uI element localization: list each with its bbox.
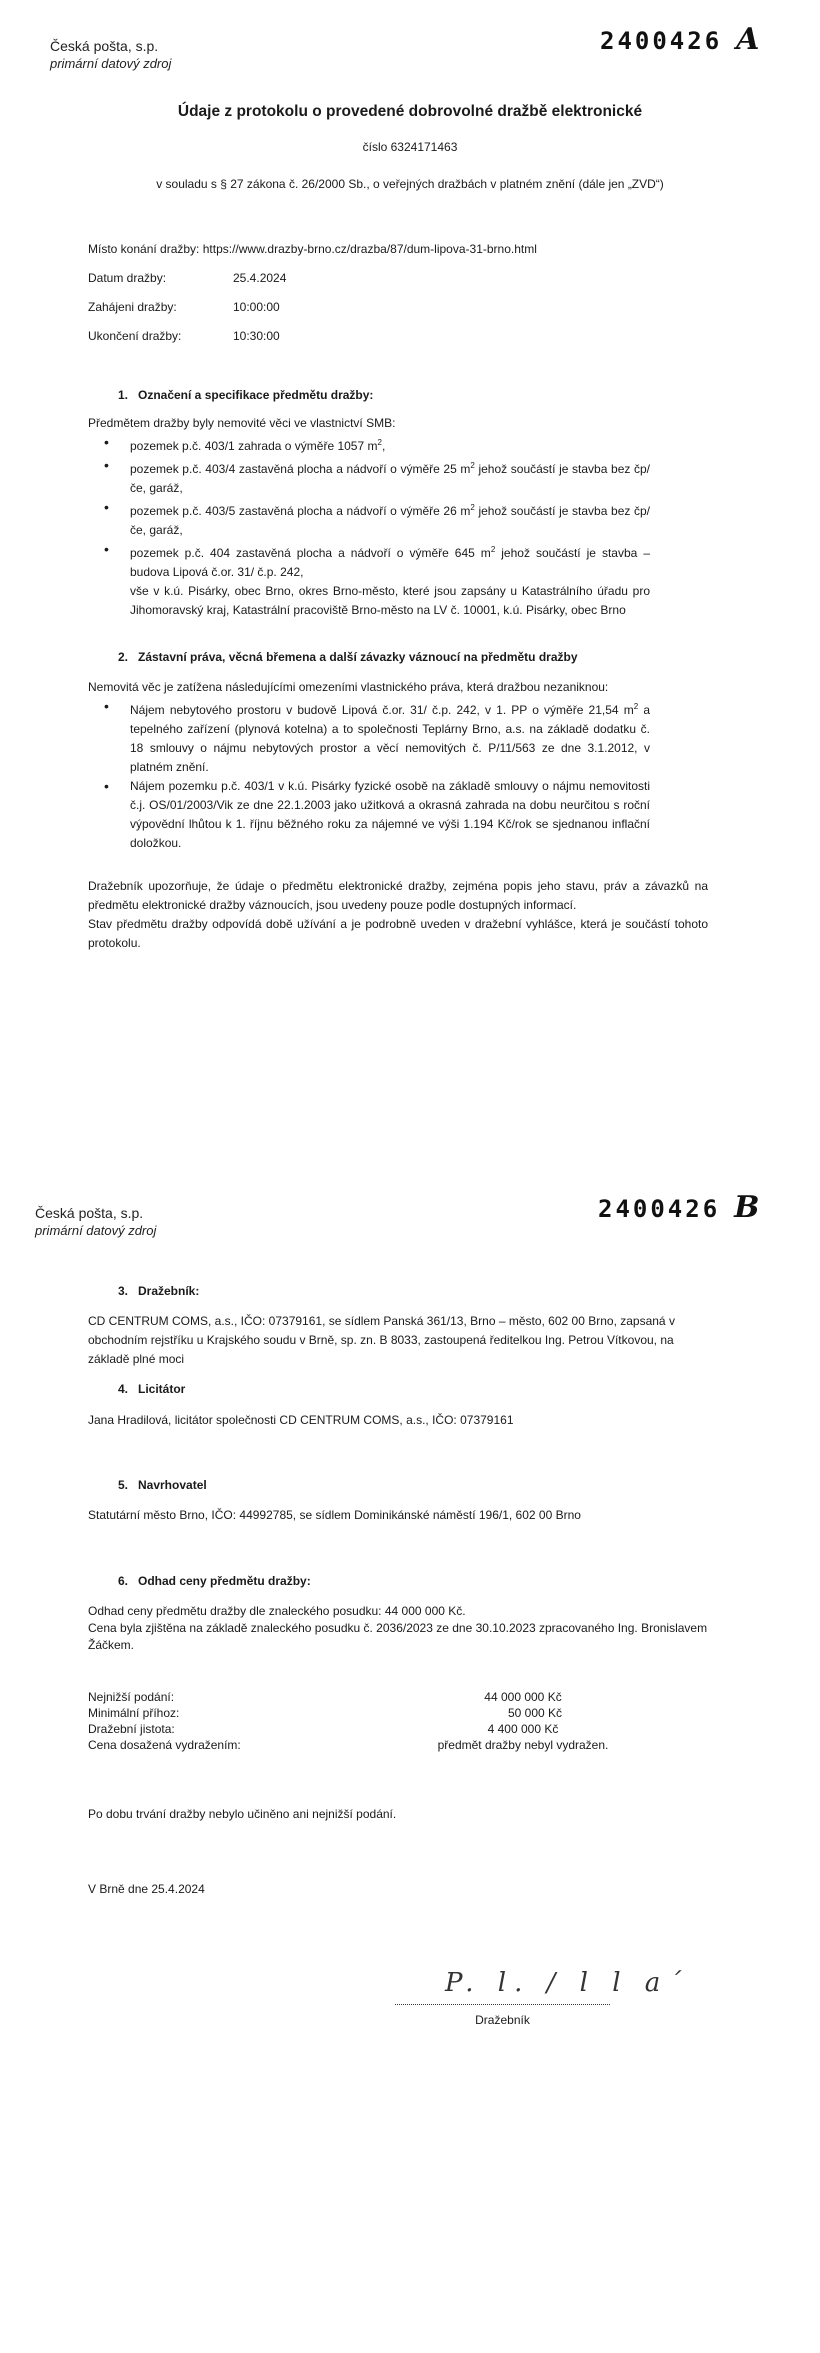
- info-start: [88, 300, 280, 314]
- list-item: • pozemek p.č. 403/4 zastavěná plocha a nádvoří o výměře 25 $m^2$ jehož součástí je stavba bez čp/če, garáž,: [100, 456, 650, 498]
- section-title: Navrhovatel: [138, 1478, 207, 1492]
- info-place-label: Místo konání dražby:: [88, 242, 200, 256]
- info-start-label: Zahájeni dražby:: [88, 300, 177, 314]
- list-item: • pozemek p.č. 403/5 zastavěná plocha a nádvoří o výměře 26 $m^2$ jehož součástí je stavba bez čp/če, garáž,: [100, 498, 650, 540]
- info-date: [88, 271, 286, 285]
- info-date-label: Datum dražby:: [88, 271, 167, 285]
- section-1-heading: [118, 388, 373, 402]
- section-title: Označení a specifikace předmětu dražby:: [138, 388, 374, 402]
- stamp-number-b: [598, 1190, 760, 1225]
- price-row-deposit: [88, 1722, 708, 1738]
- list-item: • pozemek p.č. 404 zastavěná plocha a nádvoří o výměře 645 $m^2$ jehož součástí je stavba – budova Lipová č.or. 31/ č.p. 242, vše v k.ú. Pisárky, obec Brno, okres Brno-město, které jsou zapsány u Katastrálního úřadu pro Jihomoravský kraj, Katastrální pracoviště Brno-město na LV č. 10001, k.ú. Pisárky, obec Brno: [100, 540, 650, 620]
- section-number: 2.: [118, 650, 129, 664]
- info-end-value: 10:30:00: [233, 329, 280, 343]
- section-6-heading: [118, 1574, 311, 1588]
- stamp-organization-b: [35, 1205, 156, 1239]
- info-date-value: 25.4.2024: [233, 271, 287, 285]
- list-item: • pozemek p.č. 403/1 zahrada o výměře 1057 $m^2$,: [100, 433, 650, 456]
- notice-2: Stav předmětu dražby odpovídá době užívání a je podrobně uveden v dražební vyhlášce, která je součástí tohoto protokolu.: [88, 917, 708, 950]
- signature-role: Dražebník: [475, 2013, 530, 2027]
- section-title: Dražebník:: [138, 1284, 200, 1298]
- notice-1: Dražebník upozorňuje, že údaje o předmětu elektronické dražby, zejména popis jeho stavu, práv a závazků na předmětu elektronické dražby váznoucích, jsou uvedeny pouze podle dostupných informací.: [88, 879, 708, 912]
- auction-result: Po dobu trvání dražby nebylo učiněno ani nejnižší podání.: [88, 1807, 397, 1821]
- property-list: [0, 433, 708, 620]
- list-item: • Nájem pozemku p.č. 403/1 v k.ú. Pisárky fyzické osobě na základě smlouvy o nájmu nemovitosti č.j. OS/01/2003/Vik ze dne 22.1.2003 jako užitková a okrasná zahrada na dobu neurčitou s roční výpovědní lhůtou k 1. říjnu běžného roku za nájemné ve výši 1.194 Kč/rok se sjednanou inflační doložkou.: [100, 777, 650, 853]
- encumbrance-list: [0, 697, 708, 853]
- info-start-value: 10:00:00: [233, 300, 280, 314]
- stamp-org-sub: primární datový zdroj: [35, 1223, 157, 1238]
- section-number: 3.: [118, 1284, 129, 1298]
- document-number: 2400426: [600, 27, 723, 55]
- section-5-heading: [118, 1478, 207, 1492]
- info-place-link[interactable]: https://www.drazby-brno.cz/drazba/87/dum-lipova-31-brno.html: [202, 242, 537, 256]
- info-place: [88, 242, 537, 256]
- section-1-body: [88, 414, 708, 620]
- price-value: 4 400 000 Kč: [487, 1722, 559, 1736]
- price-label: Dražební jistota:: [88, 1722, 175, 1736]
- list-item: • Nájem nebytového prostoru v budově Lipová č.or. 31/ č.p. 242, v 1. PP o výměře 21,54 $m^2$ a tepelného zařízení (plynová kotelna) a to společnosti Teplárny Brno, a.s. na základě dodatku č. 18 smlouvy o nájmu nebytových prostor a věcí nemovitých č. P/11/563 ze dne 3.1.2012, v platném znění.: [100, 697, 650, 777]
- document-number: 2400426: [598, 1195, 721, 1223]
- price-row-final-price: [88, 1738, 708, 1754]
- info-end-label: Ukončení dražby:: [88, 329, 182, 343]
- stamp-organization-a: [50, 38, 171, 72]
- section-2-intro: Nemovitá věc je zatížena následujícími omezeními vlastnického práva, která dražbou nezaniknou:: [88, 680, 609, 694]
- section-title: Licitátor: [138, 1382, 186, 1396]
- section-4-heading: [118, 1382, 185, 1396]
- page-letter: A: [736, 22, 760, 57]
- estimate-line: Odhad ceny předmětu dražby dle znaleckého posudku: 44 000 000 Kč.: [88, 1604, 466, 1618]
- price-label: Nejnižší podání:: [88, 1690, 175, 1704]
- price-row-lowest-bid: [88, 1690, 708, 1706]
- signature-line: [395, 2004, 610, 2005]
- notice-paragraph: [88, 877, 708, 953]
- protocol-number: číslo 6324171463: [362, 140, 458, 154]
- price-value: 50 000 Kč: [507, 1706, 563, 1720]
- section-number: 5.: [118, 1478, 129, 1492]
- stamp-org-sub: primární datový zdroj: [50, 56, 172, 71]
- section-title: Zástavní práva, věcná břemena a další závazky váznoucí na předmětu dražby: [138, 650, 578, 664]
- price-label: Minimální příhoz:: [88, 1706, 180, 1720]
- section-3-heading: [118, 1284, 199, 1298]
- section-number: 4.: [118, 1382, 129, 1396]
- section-1-closing: vše v k.ú. Pisárky, obec Brno, okres Brno-město, které jsou zapsány u Katastrálního úřadu pro Jihomoravský kraj, Katastrální pracoviště Brno-město na LV č. 10001, k.ú. Pisárky, obec Brno: [130, 584, 650, 617]
- price-value: předmět dražby nebyl vydražen.: [437, 1738, 609, 1752]
- section-6-body: [88, 1603, 708, 1654]
- section-number: 1.: [118, 388, 129, 402]
- stamp-number-a: [600, 22, 759, 57]
- price-label: Cena dosažená vydražením:: [88, 1738, 241, 1752]
- price-row-min-increment: [88, 1706, 708, 1722]
- section-2-heading: [118, 650, 578, 664]
- section-4-text: Jana Hradilová, licitátor společnosti CD CENTRUM COMS, a.s., IČO: 07379161: [88, 1413, 514, 1427]
- legal-reference: v souladu s § 27 zákona č. 26/2000 Sb., o veřejných dražbách v platném znění (dále jen „ZVD“): [156, 177, 664, 191]
- place-and-date: V Brně dne 25.4.2024: [88, 1882, 205, 1896]
- price-value: 44 000 000 Kč: [484, 1690, 562, 1704]
- info-end: [88, 329, 280, 343]
- section-2-body: [88, 678, 708, 853]
- stamp-org-name: Česká pošta, s.p.: [35, 1205, 144, 1221]
- section-title: Odhad ceny předmětu dražby:: [138, 1574, 311, 1588]
- section-3-text: CD CENTRUM COMS, a.s., IČO: 07379161, se sídlem Panská 361/13, Brno – město, 602 00 Brno, zapsaná v obchodním rejstříku u Krajského soudu v Brně, sp. zn. B 8033, zastoupená ředitelkou Ing. Petrou Vítkovou, na základě plné moci: [88, 1314, 675, 1366]
- section-1-intro: Předmětem dražby byly nemovité věci ve vlastnictví SMB:: [88, 416, 396, 430]
- page-letter: B: [734, 1190, 760, 1225]
- signature: P. l. / l l a´: [445, 1968, 690, 1998]
- appraisal-line: Cena byla zjištěna na základě znaleckého posudku č. 2036/2023 ze dne 30.10.2023 zpracovaného Ing. Bronislavem Žáčkem.: [88, 1621, 708, 1652]
- section-5-text: Statutární město Brno, IČO: 44992785, se sídlem Dominikánské náměstí 196/1, 602 00 Brno: [88, 1508, 581, 1522]
- document-title: Údaje z protokolu o provedené dobrovolné dražbě elektronické: [177, 103, 643, 120]
- stamp-org-name: Česká pošta, s.p.: [50, 38, 159, 54]
- section-number: 6.: [118, 1574, 129, 1588]
